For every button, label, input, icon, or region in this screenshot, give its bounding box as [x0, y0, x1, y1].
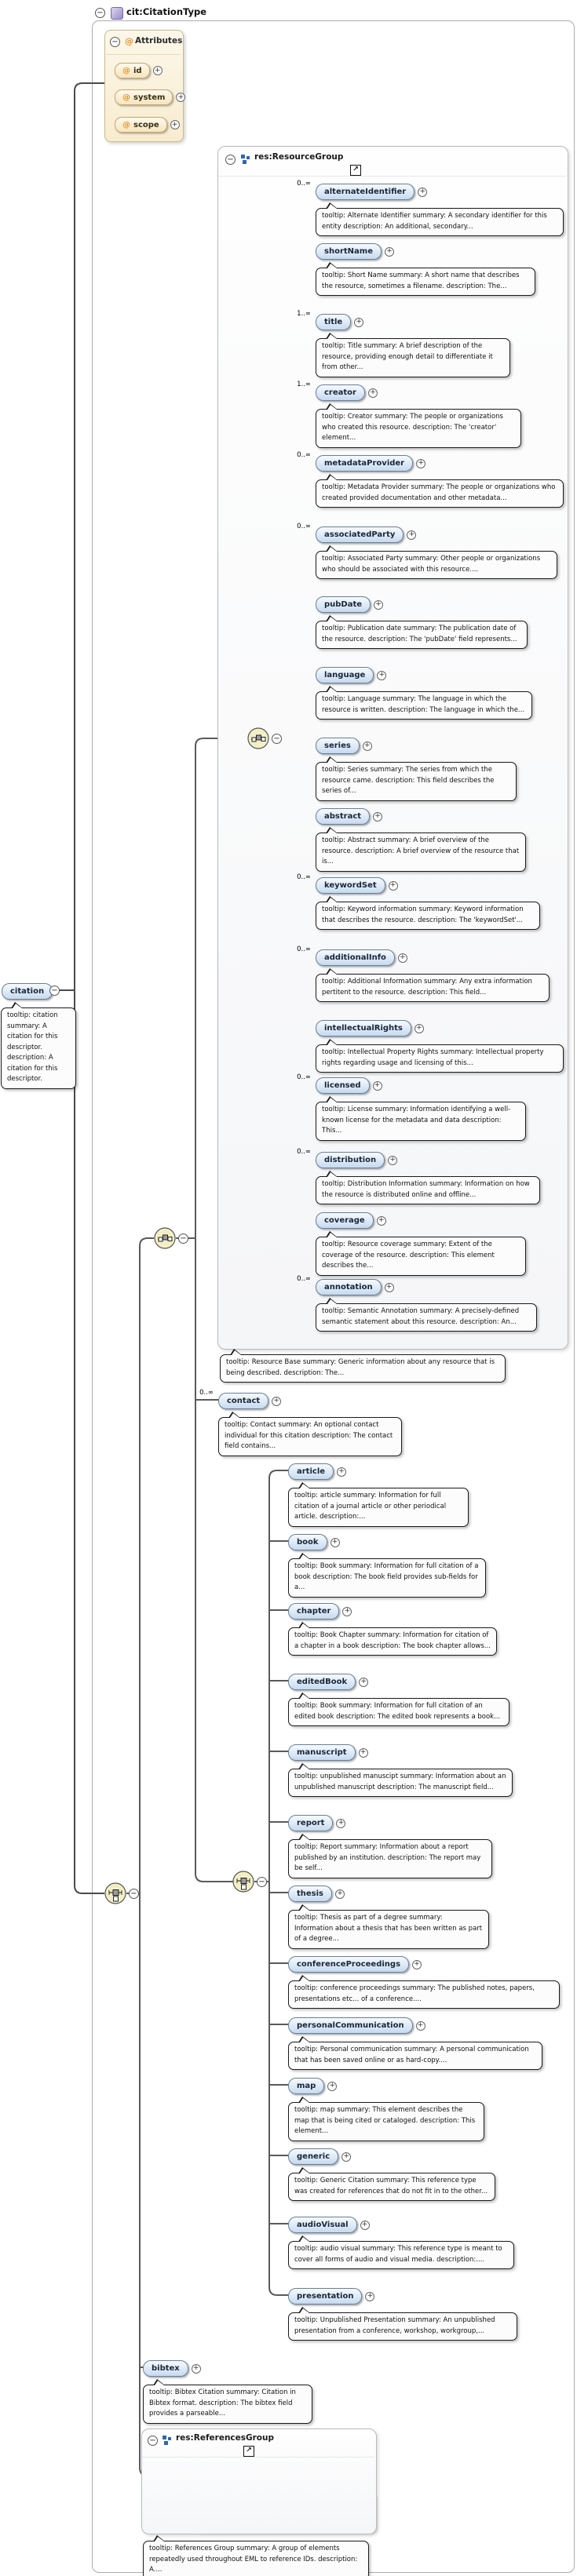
- plus-icon[interactable]: +: [388, 1156, 397, 1165]
- expand-group-icon[interactable]: ↗: [350, 165, 361, 176]
- tooltip-book: tooltip: Book summary: Information for full citation of a book description: The book field provides sub-fields for a...: [288, 1558, 486, 1598]
- plus-icon[interactable]: +: [365, 2292, 374, 2301]
- element-pill-metadataProvider[interactable]: metadataProvider: [316, 455, 413, 472]
- tooltip-title: tooltip: Title summary: A brief description of the resource, providing enough detail to differentiate it from other...: [316, 338, 510, 377]
- tooltip-citation: tooltip: citation summary: A citation for this descriptor. description: A citation for this descriptor.: [1, 1007, 76, 1089]
- occurrence-label: 0..∞: [297, 451, 311, 459]
- plus-icon[interactable]: +: [337, 1467, 346, 1477]
- plus-icon[interactable]: +: [336, 1819, 345, 1828]
- element-pill-title[interactable]: title: [316, 314, 351, 330]
- element-pill-map[interactable]: map: [288, 2078, 324, 2094]
- page-title: cit:CitationType: [126, 6, 207, 17]
- attribute-name: scope: [133, 120, 159, 129]
- occurrence-label: 1..∞: [297, 310, 311, 318]
- collapse-toggle-citation[interactable]: −: [49, 986, 60, 996]
- sequence-icon-branch: [154, 1227, 176, 1249]
- element-pill-bibtex[interactable]: bibtex: [143, 2360, 188, 2377]
- element-pill-series[interactable]: series: [316, 738, 360, 754]
- tooltip-creator: tooltip: Creator summary: The people or organizations who created this resource. description: The 'creator' element...: [316, 409, 521, 448]
- collapse-toggle-attributes[interactable]: −: [110, 37, 120, 47]
- plus-icon[interactable]: +: [398, 953, 407, 963]
- attribute-at-icon: @: [122, 66, 130, 75]
- element-pill-generic[interactable]: generic: [288, 2148, 338, 2165]
- tooltip-editedBook: tooltip: Book summary: Information for full citation of an edited book description: The edited book represents a book...: [288, 1698, 509, 1726]
- element-pill-pubDate[interactable]: pubDate: [316, 596, 371, 613]
- occurrence-label: 0..∞: [199, 1389, 214, 1397]
- element-pill-associatedParty[interactable]: associatedParty: [316, 526, 404, 543]
- plus-icon[interactable]: +: [385, 1283, 394, 1292]
- element-pill-licensed[interactable]: licensed: [316, 1077, 370, 1094]
- element-pill-annotation[interactable]: annotation: [316, 1279, 382, 1295]
- plus-icon[interactable]: +: [412, 1960, 422, 1969]
- attributes-title: Attributes: [135, 36, 183, 46]
- element-pill-article[interactable]: article: [288, 1463, 334, 1480]
- tooltip-bibtex: tooltip: Bibtex Citation summary: Citation in Bibtex format. description: The bibtex field provides a parseable...: [143, 2385, 312, 2424]
- plus-icon[interactable]: +: [373, 1081, 382, 1091]
- collapse-toggle[interactable]: −: [129, 1889, 139, 1899]
- plus-icon[interactable]: +: [359, 1678, 368, 1687]
- tooltip-pubDate: tooltip: Publication date summary: The publication date of the resource. description: The 'pubDate' field represents...: [316, 621, 528, 649]
- plus-icon[interactable]: +: [377, 671, 386, 680]
- plus-icon[interactable]: +: [385, 247, 394, 257]
- plus-icon[interactable]: +: [374, 600, 383, 610]
- collapse-toggle-resource-group[interactable]: −: [225, 155, 236, 165]
- tooltip-alternateIdentifier: tooltip: Alternate Identifier summary: A secondary identifier for this entity description: An additional, secondary...: [316, 208, 564, 236]
- tooltip-audioVisual: tooltip: audio visual summary: This reference type is meant to cover all forms of audio and visual media. description:....: [288, 2241, 514, 2269]
- element-pill-keywordSet[interactable]: keywordSet: [316, 877, 385, 894]
- element-pill-chapter[interactable]: chapter: [288, 1603, 339, 1620]
- plus-icon[interactable]: +: [354, 318, 363, 327]
- plus-icon[interactable]: +: [330, 1538, 340, 1547]
- plus-icon[interactable]: +: [192, 2364, 201, 2374]
- plus-icon[interactable]: +: [363, 741, 372, 751]
- element-pill-personalCommunication[interactable]: personalCommunication: [288, 2017, 413, 2034]
- plus-icon[interactable]: +: [414, 1024, 424, 1033]
- attribute-name: system: [133, 93, 166, 102]
- tooltip-presentation: tooltip: Unpublished Presentation summary: An unpublished presentation from a conference, workshop, workgroup,...: [288, 2312, 517, 2341]
- resource-group-box: [217, 146, 568, 1350]
- plus-icon[interactable]: +: [272, 1397, 281, 1406]
- occurrence-label: 0..∞: [297, 1275, 311, 1283]
- collapse-toggle[interactable]: −: [257, 1877, 267, 1887]
- attribute-name: id: [133, 66, 142, 75]
- tooltip-references-group: tooltip: References Group summary: A group of elements repeatedly used throughout EML to reference IDs. description: A....: [143, 2541, 369, 2576]
- collapse-toggle[interactable]: −: [178, 1233, 188, 1244]
- tooltip-annotation: tooltip: Semantic Annotation summary: A precisely-defined semantic statement about this resource. description: An...: [316, 1303, 537, 1332]
- plus-icon[interactable]: +: [170, 120, 180, 129]
- tooltip-additionalInfo: tooltip: Additional Information summary: Any extra information pertitent to the resource. description: This field...: [316, 974, 550, 1002]
- element-pill-additionalInfo[interactable]: additionalInfo: [316, 949, 395, 966]
- plus-icon[interactable]: +: [342, 1607, 352, 1616]
- occurrence-label: 1..∞: [297, 381, 311, 388]
- tooltip-shortName: tooltip: Short Name summary: A short name that describes the resource, sometimes a filename. description: The...: [316, 268, 535, 296]
- choice-icon-root: [104, 1882, 126, 1904]
- resource-group-divider: [218, 176, 566, 177]
- element-pill-presentation[interactable]: presentation: [288, 2288, 362, 2305]
- element-pill-editedBook[interactable]: editedBook: [288, 1674, 356, 1690]
- tooltip-manuscript: tooltip: unpublished manuscipt summary: Information about an unpublished manuscript description: The manuscript field...: [288, 1769, 513, 1797]
- tooltip-chapter: tooltip: Book Chapter summary: Information for citation of a chapter in a book description: The book chapter allows...: [288, 1627, 497, 1656]
- tooltip-associatedParty: tooltip: Associated Party summary: Other people or organizations who should be associated with this resource....: [316, 551, 557, 579]
- element-pill-language[interactable]: language: [316, 667, 374, 683]
- tooltip-licensed: tooltip: License summary: Information identifying a well-known license for the metadata and data description: This...: [316, 1102, 526, 1141]
- plus-icon[interactable]: +: [335, 1889, 345, 1899]
- plus-icon[interactable]: +: [341, 2152, 351, 2162]
- occurrence-label: 0..∞: [297, 180, 311, 188]
- tooltip-keywordSet: tooltip: Keyword information summary: Keyword information that describes the resource. description: The 'keywordSet'...: [316, 902, 540, 930]
- tooltip-abstract: tooltip: Abstract summary: A brief overview of the resource. description: A brief overview of the resource that is...: [316, 833, 526, 872]
- element-pill-shortName[interactable]: shortName: [316, 243, 382, 260]
- element-pill-report[interactable]: report: [288, 1815, 333, 1831]
- element-pill-book[interactable]: book: [288, 1534, 327, 1550]
- element-pill-abstract[interactable]: abstract: [316, 808, 370, 825]
- attribute-at-icon: @: [125, 36, 133, 46]
- plus-icon[interactable]: +: [176, 93, 185, 102]
- attribute-at-icon: @: [122, 93, 130, 102]
- attribute-at-icon: @: [122, 120, 130, 129]
- plus-icon[interactable]: +: [327, 2082, 337, 2091]
- element-pill-intellectualRights[interactable]: intellectualRights: [316, 1020, 411, 1037]
- element-pill-manuscript[interactable]: manuscript: [288, 1744, 356, 1761]
- tooltip-contact: tooltip: Contact summary: An optional contact individual for this citation description: The contact field contains...: [218, 1417, 402, 1456]
- plus-icon[interactable]: +: [373, 812, 382, 822]
- sequence-icon-resource-group: [247, 727, 269, 749]
- plus-icon[interactable]: +: [416, 2021, 425, 2031]
- tooltip-map: tooltip: map summary: This element describes the map that is being cited or cataloged. description: This element...: [288, 2102, 484, 2141]
- tooltip-report: tooltip: Report summary: Information about a report published by an institution. description: The report may be self...: [288, 1839, 492, 1878]
- occurrence-label: 0..∞: [297, 946, 311, 953]
- tooltip-language: tooltip: Language summary: The language in which the resource is written. description: The language in which the...: [316, 691, 532, 720]
- tooltip-article: tooltip: article summary: Information for full citation of a journal article or other periodical article. description:...: [288, 1488, 469, 1527]
- element-pill-conferenceProceedings[interactable]: conferenceProceedings: [288, 1956, 409, 1973]
- tooltip-metadataProvider: tooltip: Metadata Provider summary: The people or organizations who created provided documentation and other metadata...: [316, 479, 564, 508]
- element-pill-creator[interactable]: creator: [316, 384, 365, 401]
- plus-icon[interactable]: +: [368, 388, 378, 398]
- plus-icon[interactable]: +: [377, 1216, 386, 1226]
- plus-icon[interactable]: +: [359, 1748, 368, 1758]
- occurrence-label: 0..∞: [297, 1073, 311, 1081]
- tooltip-resource-group: tooltip: Resource Base summary: Generic information about any resource that is being described. description: The...: [220, 1354, 506, 1383]
- element-pill-audioVisual[interactable]: audioVisual: [288, 2217, 357, 2233]
- references-group-divider: [142, 2457, 374, 2458]
- occurrence-label: 0..∞: [297, 1148, 311, 1156]
- element-pill-alternateIdentifier[interactable]: alternateIdentifier: [316, 184, 414, 200]
- occurrence-label: 0..∞: [297, 873, 311, 881]
- plus-icon[interactable]: +: [416, 459, 425, 468]
- tooltip-intellectualRights: tooltip: Intellectual Property Rights summary: Intellectual property rights regarding usage and licensing of this...: [316, 1044, 564, 1073]
- plus-icon[interactable]: +: [153, 66, 163, 75]
- collapse-toggle-references-group[interactable]: −: [148, 2436, 158, 2446]
- occurrence-label: 0..∞: [297, 523, 311, 530]
- tooltip-series: tooltip: Series summary: The series from which the resource came. description: This field describes the series of...: [316, 762, 517, 801]
- expand-group-icon[interactable]: ↗: [243, 2446, 254, 2457]
- plus-icon[interactable]: +: [418, 188, 427, 197]
- plus-icon[interactable]: +: [389, 881, 398, 891]
- element-pill-contact[interactable]: contact: [218, 1393, 268, 1409]
- collapse-toggle[interactable]: −: [272, 734, 282, 744]
- element-pill-thesis[interactable]: thesis: [288, 1886, 332, 1902]
- tooltip-conferenceProceedings: tooltip: conference proceedings summary: The published notes, papers, presentations etc... of a conference....: [288, 1980, 560, 2009]
- element-pill-distribution[interactable]: distribution: [316, 1152, 385, 1168]
- plus-icon[interactable]: +: [360, 2221, 370, 2230]
- tooltip-coverage: tooltip: Resource coverage summary: Extent of the coverage of the resource. description: This element describes the...: [316, 1237, 526, 1276]
- tooltip-thesis: tooltip: Thesis as part of a degree summary: Information about a thesis that has been written as part of a degree...: [288, 1910, 489, 1949]
- references-group-title: res:ReferencesGroup: [176, 2433, 275, 2443]
- tooltip-personalCommunication: tooltip: Personal communication summary: A personal communication that has been saved online or as hard-copy....: [288, 2042, 542, 2070]
- choice-icon-pubtype: [232, 1871, 254, 1893]
- element-pill-coverage[interactable]: coverage: [316, 1212, 374, 1229]
- plus-icon[interactable]: +: [407, 530, 416, 540]
- tooltip-generic: tooltip: Generic Citation summary: This reference type was created for references that do not fit in to the other...: [288, 2173, 495, 2201]
- tooltip-distribution: tooltip: Distribution Information summary: Information on how the resource is distributed online and offline...: [316, 1176, 540, 1204]
- element-pill-citation[interactable]: citation: [2, 983, 53, 1000]
- resource-group-title: res:ResourceGroup: [254, 152, 344, 162]
- references-group-box: [141, 2428, 377, 2534]
- collapse-toggle-citation-type[interactable]: −: [95, 8, 105, 18]
